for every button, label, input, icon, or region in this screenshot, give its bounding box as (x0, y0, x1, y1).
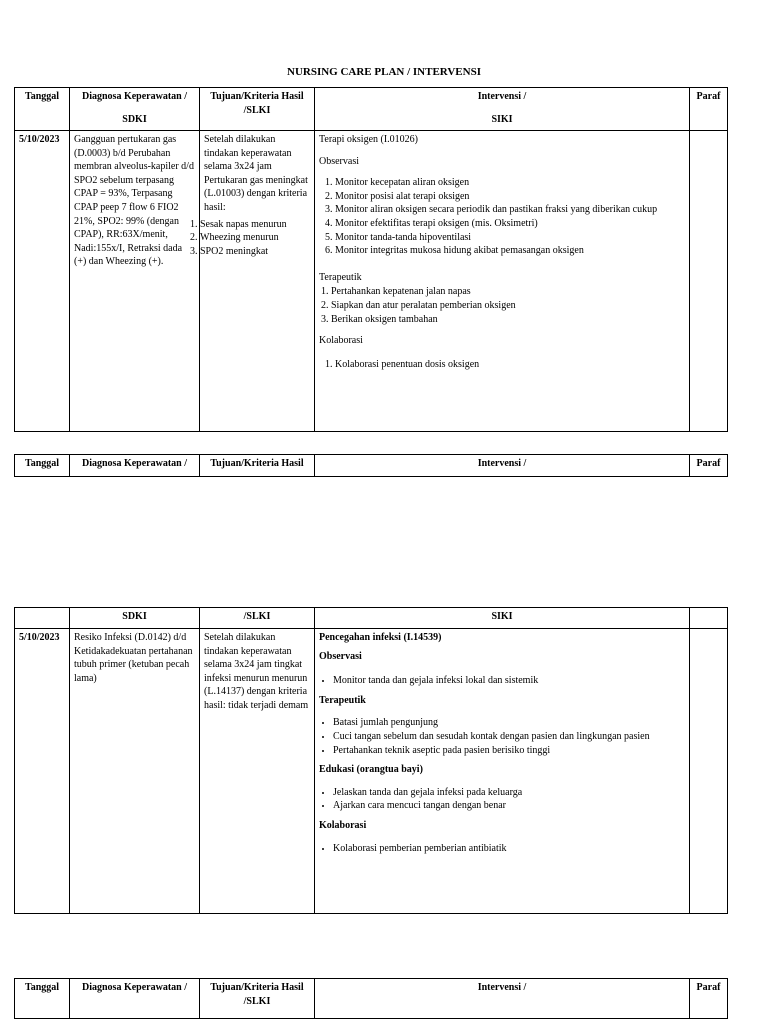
list-item: • Pertahankan teknik aseptic pada pasien berisiko tinggi (333, 744, 685, 758)
list-item: 3. Monitor aliran oksigen secara periodik dan pastikan fraksi yang diberikan cukup (335, 203, 685, 217)
list-item: • Monitor tanda dan gejala infeksi lokal dan sistemik (333, 674, 685, 688)
edukasi-list (319, 786, 685, 813)
date-cell: 5/10/2023 (15, 629, 70, 914)
paraf-cell (690, 629, 728, 914)
list-item: 2. Monitor posisi alat terapi oksigen (335, 190, 685, 204)
header-tujuan-label: Tujuan/Kriteria Hasil (210, 982, 304, 993)
list-item: 3. SPO2 meningkat (200, 245, 310, 259)
goal-intro: Setelah dilakukan tindakan keperawatan selama 3x24 jam Pertukaran gas meningkat (L.01003) dengan kriteria hasil: (204, 134, 308, 213)
header-intervensi: Intervensi / (315, 455, 690, 477)
terapeutik-label: Terapeutik (319, 694, 366, 706)
header-diagnosa-sub: SDKI (122, 113, 147, 125)
terapeutik-list (319, 716, 685, 757)
header-sdki: SDKI (70, 608, 200, 629)
kolaborasi-list (319, 358, 685, 372)
list-item: • Batasi jumlah pengunjung (333, 716, 685, 730)
kolaborasi-label: Kolaborasi (319, 335, 363, 347)
page-title: NURSING CARE PLAN / INTERVENSI (287, 66, 481, 78)
header-row (15, 608, 728, 629)
date-cell: 5/10/2023 (15, 131, 70, 432)
observasi-list (319, 674, 685, 688)
care-plan-table-3 (14, 607, 728, 914)
header-slki: /SLKI (200, 608, 315, 629)
header-intervensi-label: Intervensi / (477, 91, 527, 102)
list-item: 1. Monitor kecepatan aliran oksigen (335, 176, 685, 190)
goal-criteria-list (184, 218, 310, 259)
diagnosis-cell: Resiko Infeksi (D.0142) d/d Ketidakadekuatan pertahanan tubuh primer (ketuban pecah lama) (70, 629, 200, 914)
kolaborasi-list (319, 842, 685, 856)
header-diagnosa (70, 88, 200, 131)
list-item: 1. Kolaborasi penentuan dosis oksigen (335, 358, 685, 372)
paraf-cell (690, 131, 728, 432)
care-plan-table-1 (14, 87, 728, 432)
header-tujuan: Tujuan/Kriteria Hasil (200, 455, 315, 477)
header-empty (690, 608, 728, 629)
list-item: 3. Berikan oksigen tambahan (331, 313, 685, 327)
header-tujuan (200, 979, 315, 1019)
intervention-title: Pencegahan infeksi (I.14539) (319, 632, 442, 643)
diagnosis-cell: Gangguan pertukaran gas (D.0003) b/d Perubahan membran alveolus-kapiler d/d SPO2 sebelum terpasang CPAP = 93%, Terpasang CPAP peep 7 flow 6 FIO2 21%, SPO2: 99% (dengan CPAP), RR:63X/menit, Nadi:155x/I, Retraksi dada (+) dan Wheezing (+). (70, 131, 200, 432)
header-diagnosa-label: Diagnosa Keperawatan / (82, 91, 187, 102)
header-diagnosa: Diagnosa Keperawatan / (70, 455, 200, 477)
goal-cell (200, 131, 315, 432)
header-row (15, 455, 728, 477)
list-item: 1. Pertahankan kepatenan jalan napas (331, 285, 685, 299)
edukasi-label: Edukasi (orangtua bayi) (319, 764, 423, 776)
header-tanggal: Tanggal (15, 88, 70, 131)
header-diagnosa: Diagnosa Keperawatan / (70, 979, 200, 1019)
header-tujuan-sub: /SLKI (243, 995, 271, 1007)
header-tanggal: Tanggal (15, 979, 70, 1019)
header-paraf: Paraf (690, 455, 728, 477)
terapeutik-list (315, 285, 685, 326)
list-item: 2. Siapkan dan atur peralatan pemberian oksigen (331, 299, 685, 313)
goal-cell: Setelah dilakukan tindakan keperawatan selama 3x24 jam tingkat infeksi menurun menurun (L.14137) dengan kriteria hasil: tidak terjadi demam (200, 629, 315, 914)
header-row (15, 979, 728, 1019)
header-intervensi-sub: SIKI (491, 113, 513, 125)
list-item: • Jelaskan tanda dan gejala infeksi pada keluarga (333, 786, 685, 800)
header-tanggal: Tanggal (15, 455, 70, 477)
header-empty (15, 608, 70, 629)
care-plan-table-2 (14, 454, 728, 477)
plan-row (15, 629, 728, 914)
header-tujuan-sub: /SLKI (243, 104, 271, 116)
list-item: 5. Monitor tanda-tanda hipoventilasi (335, 231, 685, 245)
list-item: 2. Wheezing menurun (200, 231, 310, 245)
header-intervensi: Intervensi / (315, 979, 690, 1019)
plan-row (15, 131, 728, 432)
observasi-list (319, 176, 685, 258)
header-paraf: Paraf (690, 88, 728, 131)
list-item: 6. Monitor integritas mukosa hidung akibat pemasangan oksigen (335, 244, 685, 258)
list-item: • Ajarkan cara mencuci tangan dengan benar (333, 799, 685, 813)
header-row (15, 88, 728, 131)
list-item: • Cuci tangan sebelum dan sesudah kontak dengan pasien dan lingkungan pasien (333, 730, 685, 744)
intervention-cell (315, 131, 690, 432)
care-plan-table-4 (14, 978, 728, 1019)
observasi-label: Observasi (319, 650, 362, 662)
observasi-label: Observasi (319, 155, 359, 167)
list-item: • Kolaborasi pemberian pemberian antibiatik (333, 842, 685, 856)
kolaborasi-label: Kolaborasi (319, 819, 367, 831)
header-tujuan-label: Tujuan/Kriteria Hasil (210, 91, 304, 102)
list-item: 4. Monitor efektifitas terapi oksigen (mis. Oksimetri) (335, 217, 685, 231)
header-intervensi (315, 88, 690, 131)
header-siki: SIKI (315, 608, 690, 629)
terapeutik-label: Terapeutik (319, 271, 362, 283)
header-tujuan (200, 88, 315, 131)
intervention-cell (315, 629, 690, 914)
header-paraf: Paraf (690, 979, 728, 1019)
intervention-title: Terapi oksigen (I.01026) (319, 134, 418, 145)
list-item: 1. Sesak napas menurun (200, 218, 310, 232)
